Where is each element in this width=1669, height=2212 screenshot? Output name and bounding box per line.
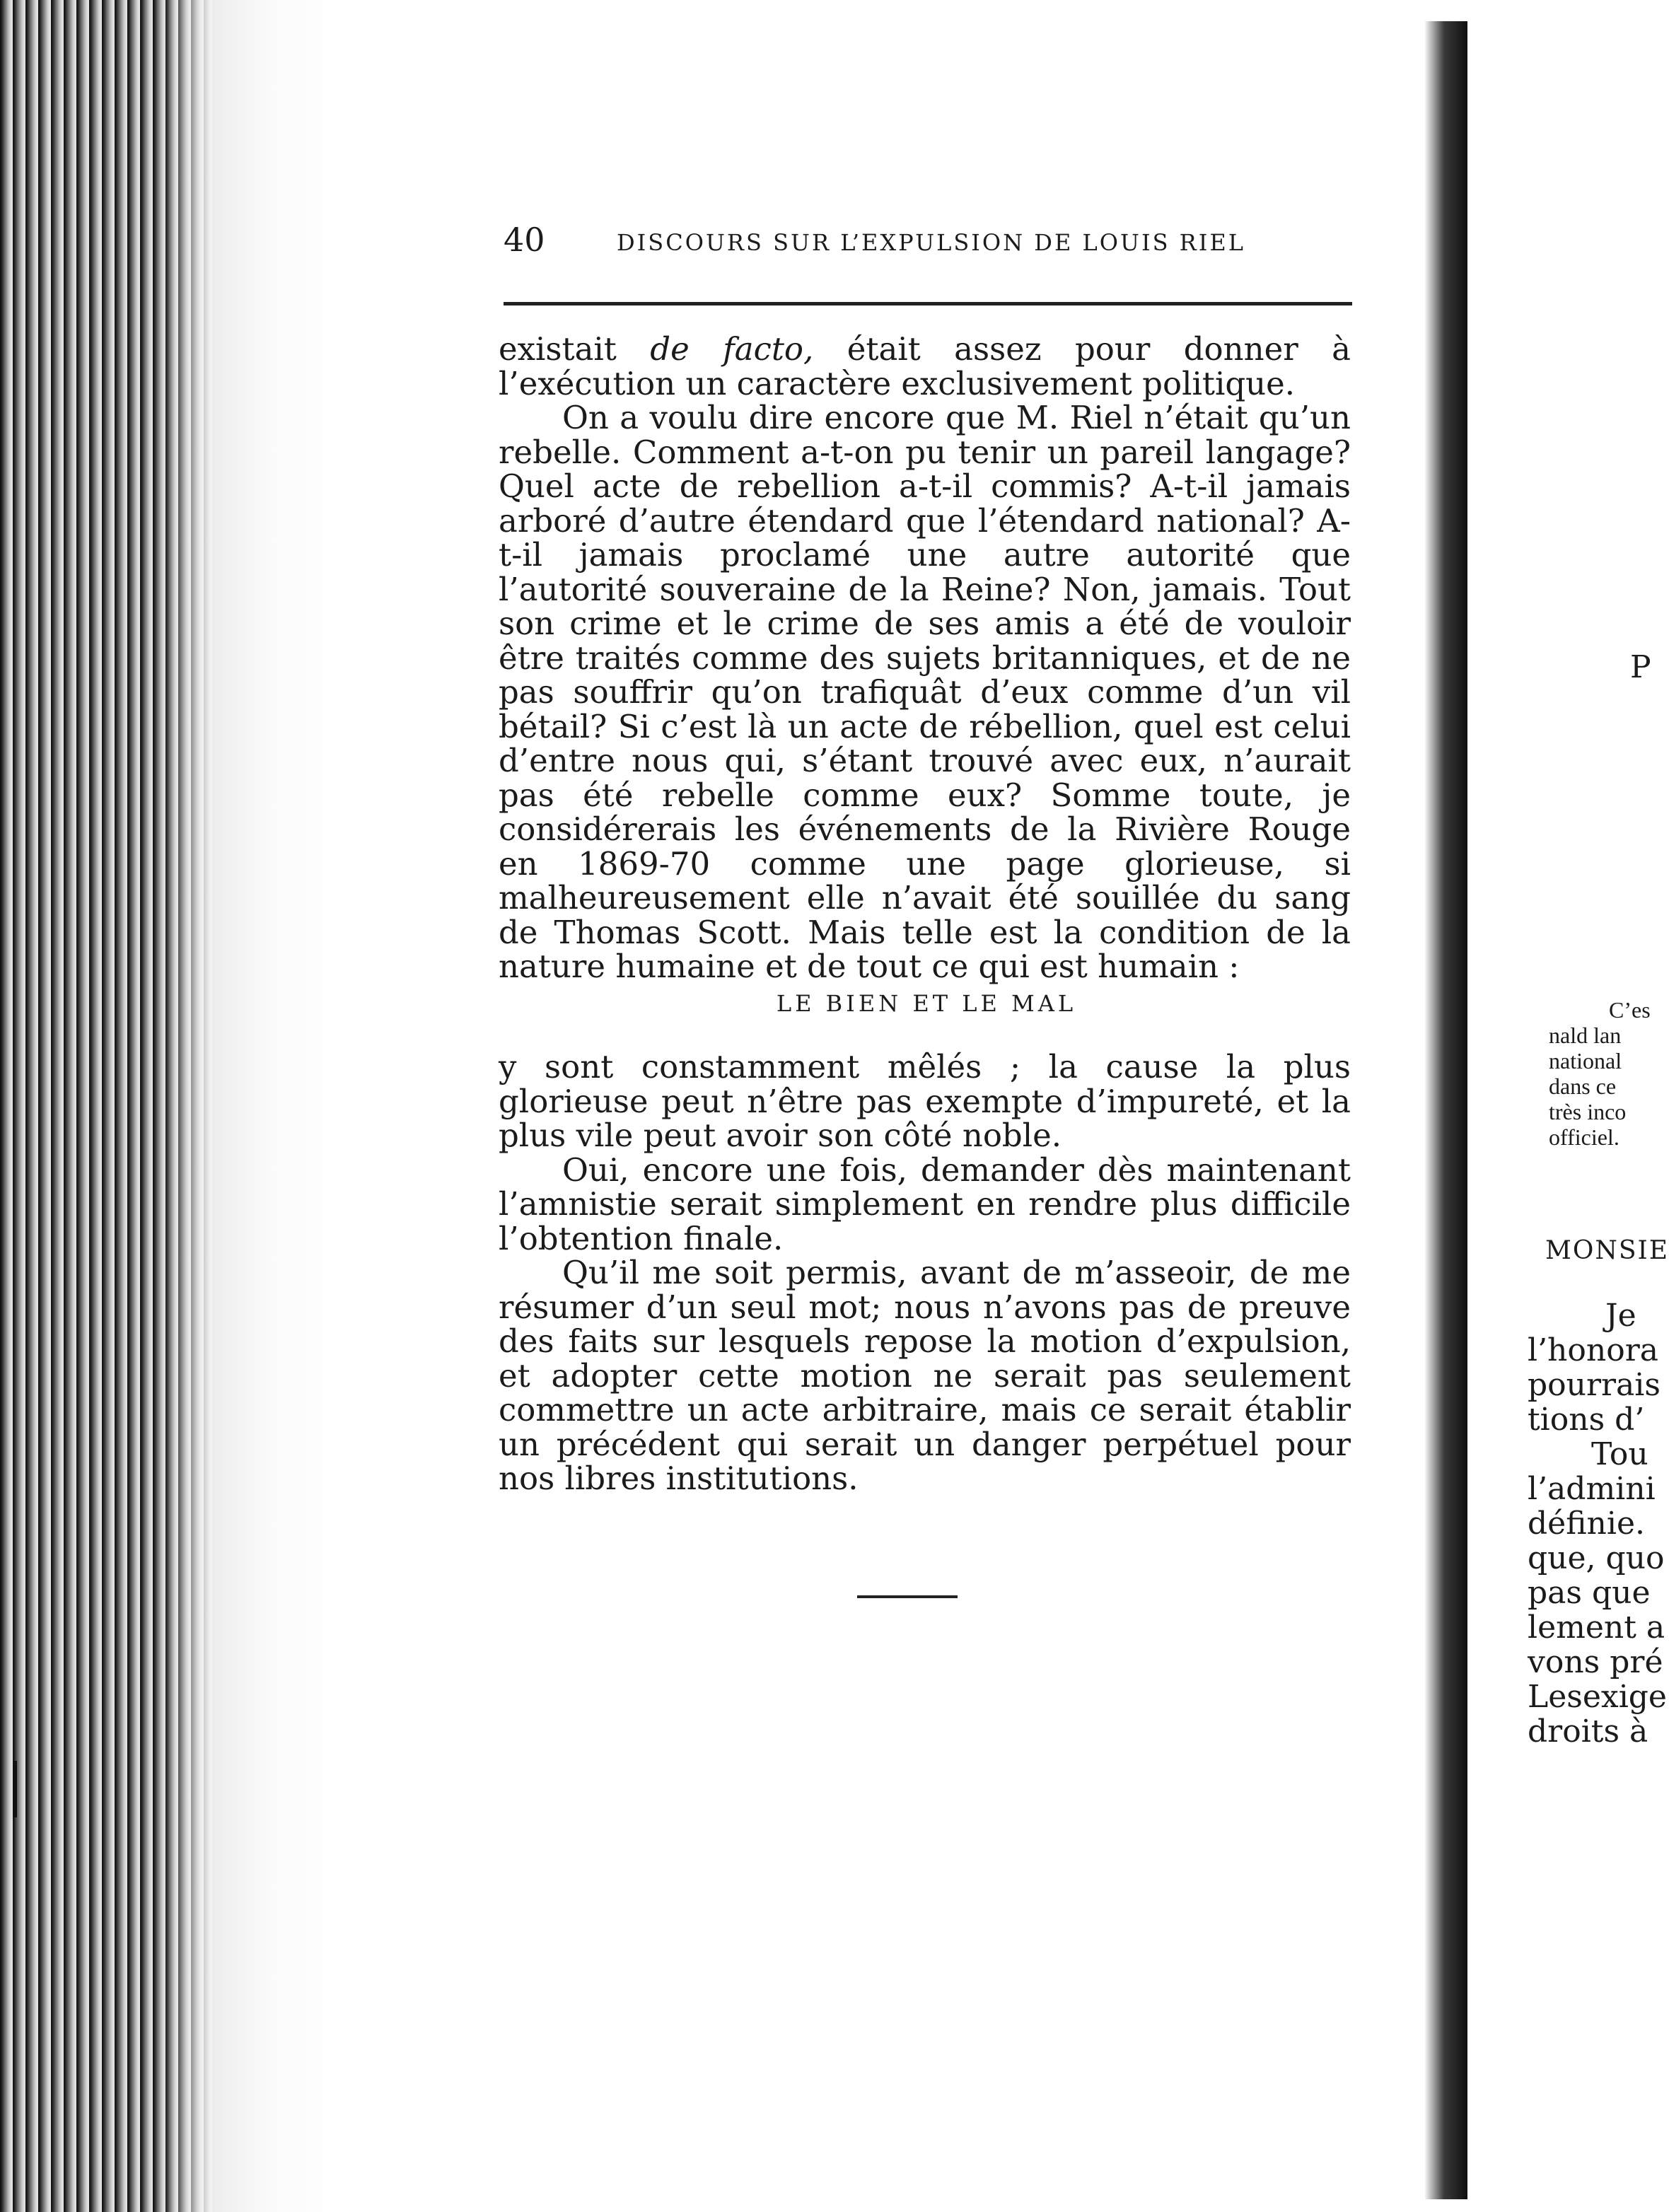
right-text-line: lement a: [1528, 1609, 1665, 1646]
right-text-line: Je: [1605, 1298, 1636, 1334]
right-text-line: Tou: [1591, 1436, 1648, 1472]
margin-mark: [13, 1761, 17, 1817]
right-text-line: tions d’: [1528, 1402, 1645, 1438]
text-block-lower: [499, 1050, 1351, 1496]
right-text-line: droits à: [1528, 1713, 1648, 1750]
right-salutation: MONSIE: [1545, 1236, 1669, 1265]
right-text-line: vons pré: [1528, 1644, 1663, 1680]
right-text-line: l’honora: [1528, 1332, 1658, 1368]
paragraph-5: Qu’il me soit permis, avant de m’asseoir, de me résumer d’un seul mot; nous n’avons pas de preuve des faits sur lesquels repose la motion d’expulsion, et adopter cette motion ne serait pas seulement commettre un acte arbitraire, mais ce serait établir un précédent qui serait un danger perpétuel pour nos libres institutions.: [499, 1254, 1351, 1497]
right-text-line: que, quo: [1528, 1540, 1665, 1576]
right-text-line: Lesexige: [1528, 1679, 1667, 1715]
right-note-line: C’es: [1609, 997, 1651, 1023]
paragraph-3: y sont constamment mêlés ; la cause la plus glorieuse peut n’être pas exempte d’impureté, et la plus vile peut avoir son côté noble.: [499, 1048, 1351, 1154]
header-rule: [504, 302, 1352, 305]
running-title: DISCOURS SUR L’EXPULSION DE LOUIS RIEL: [617, 229, 1246, 256]
right-heading-fragment: P: [1630, 649, 1651, 685]
paragraph-4: Oui, encore une fois, demander dès maintenant l’amnistie serait simplement en rendre plus difficile l’obtention finale.: [499, 1151, 1351, 1257]
right-note-line: nald lan: [1549, 1023, 1622, 1048]
right-text-line: pourrais: [1528, 1367, 1661, 1403]
running-head: [504, 221, 1345, 263]
right-note-line: officiel.: [1549, 1124, 1619, 1150]
end-rule: [857, 1595, 958, 1598]
right-note-line: très inco: [1549, 1099, 1627, 1124]
paragraph-1: [499, 332, 1351, 401]
page-number: 40: [504, 221, 545, 259]
right-note-line: national: [1549, 1048, 1622, 1073]
p1-italic: de facto,: [650, 330, 814, 368]
right-text-line: définie.: [1528, 1506, 1645, 1542]
centered-quote: LE BIEN ET LE MAL: [776, 990, 1077, 1017]
paragraph-2: On a voulu dire encore que M. Riel n’était qu’un rebelle. Comment a-t-on pu tenir un pareil langage? Quel acte de rebellion a-t-il commis? A-t-il jamais arboré d’autre étendard que l’étendard national? A-t-il jamais proclamé une autre autorité que l’autorité souveraine de la Reine? Non, jamais. Tout son crime et le crime de ses amis a été de vouloir être traités comme des sujets britanniques, et de ne pas souffrir qu’on trafiquât d’eux comme d’un vil bétail? Si c’est là un acte de rébellion, quel est celui d’entre nous qui, s’étant trouvé avec eux, n’aurait pas été rebelle comme eux? Somme toute, je considérerais les événements de la Rivière Rouge en 1869-70 comme une page glorieuse, si malheureusement elle n’avait été souillée du sang de Thomas Scott. Mais telle est la condition de la nature humaine et de tout ce qui est humain :: [499, 399, 1351, 985]
p1-before: existait: [499, 330, 651, 368]
right-text-line: l’admini: [1528, 1471, 1656, 1507]
book-gutter: [1425, 21, 1467, 2199]
right-text-line: pas que: [1528, 1575, 1651, 1611]
p1-after: était assez pour donner à l’exécution un caractère exclusivement politique.: [499, 330, 1351, 402]
text-block-upper: [499, 332, 1351, 984]
book-page-edges: [0, 0, 212, 2212]
right-note-line: dans ce: [1549, 1073, 1617, 1099]
